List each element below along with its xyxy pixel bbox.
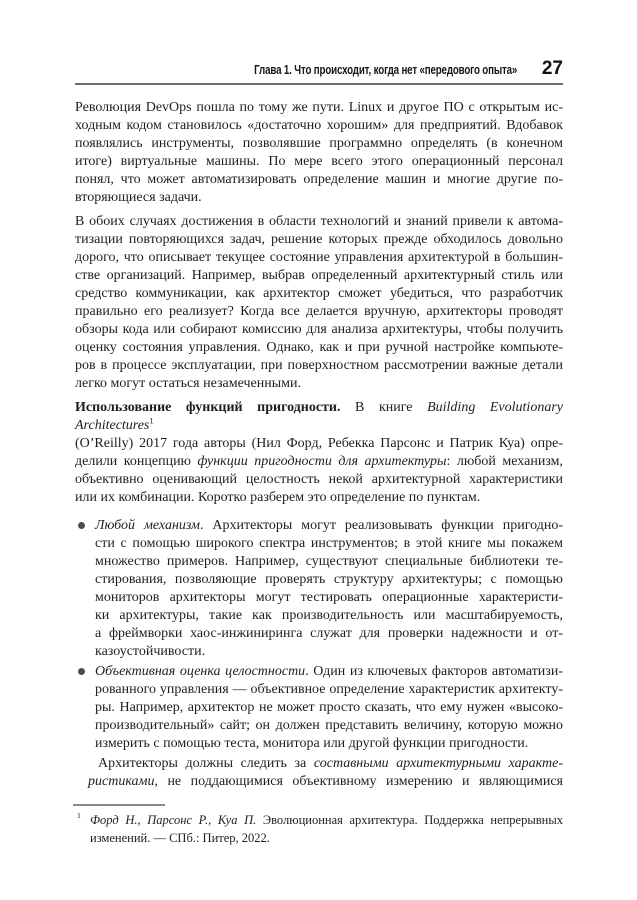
text-line: мониторов архитекторы могут тестировать операционные характеристи- (95, 590, 563, 605)
text-line: ров в процессе эксплуатации, при поверхностном рассмотрении важные детали (75, 358, 563, 373)
bullet-text (95, 663, 563, 753)
text-line: стирования, позволяющие проверять структуру архитектуры; с помощью (95, 572, 563, 587)
text-line: ры. Например, архитектор не может просто сказать, что ему нужен «высоко- (95, 700, 563, 715)
text-line: а фреймворки хаос-инжиниринга служат для проверки надежности и от- (95, 626, 563, 641)
text-line: Архитекторы должны следить за составными архитектурными характе- (98, 756, 563, 771)
continuation-paragraph (75, 755, 563, 791)
text-line: Использование функций пригодности. В книге Building Evolutionary Architectures$^1$ (75, 400, 563, 433)
text-line: объективно оценивающий целостность некой архитектурной характеристики (75, 472, 563, 487)
text-line: измерить с помощью теста, монитора или другой функции пригодности. (95, 736, 529, 751)
text-line: вторяющиеся задачи. (75, 190, 202, 205)
text-line: В обоих случаях достижения в области технологий и знаний привели к автома- (75, 214, 563, 229)
text-line: правильно его реализует? Когда все делается вручную, архитекторы проводят (75, 304, 563, 319)
text-column (75, 0, 563, 847)
text-line: Любой механизм. Архитекторы могут реализовывать функции пригодно- (95, 518, 563, 533)
text-line: Форд Н., Парсонс Р., Куа П. Эволюционная архитектура. Поддержка непрерывных (90, 813, 563, 827)
bullet-text (95, 517, 563, 661)
text-line: изменений. — СПб.: Питер, 2022. (90, 831, 270, 845)
bullet-item (75, 517, 563, 661)
page-number: 27 (541, 58, 563, 79)
footnote-separator (73, 804, 165, 806)
paragraph (75, 213, 563, 393)
chapter-title: Глава 1. Что происходит, когда нет «передового опыта» (253, 63, 517, 77)
text-line: Объективная оценка целостности. Один из ключевых факторов автоматизи- (95, 664, 563, 679)
text-line: средство коммуникации, как архитектор сможет убедиться, что разработчик (75, 286, 563, 301)
paragraph (75, 99, 563, 207)
text-line: ки архитектуры, такие как производительность или масштабируемость, (95, 608, 563, 623)
text-line: или их комбинации. Коротко разберем это определение по пунктам. (75, 490, 481, 505)
text-line: обзоры кода или собирают комиссию для анализа архитектуры, чтобы получить (75, 322, 563, 337)
text-line: делили концепцию функции пригодности для архитектуры: любой механизм, (75, 454, 564, 469)
bullet-item (75, 663, 563, 753)
content (75, 99, 563, 791)
running-header (75, 0, 563, 80)
text-line: итоге) виртуальные машины. По мере всего этого операционный персонал (75, 154, 563, 169)
text-line: ходным кодом становилось «достаточно хорошим» для предприятий. Вдобавок (75, 118, 563, 133)
footnote (75, 804, 563, 847)
text-line: легко могут остаться незамеченными. (75, 376, 301, 391)
text-line: (O’Reilly) 2017 года авторы (Нил Форд, Ребекка Парсонс и Патрик Куа) опре- (75, 436, 563, 451)
footnote-lines (90, 811, 563, 847)
bullet-icon (78, 668, 85, 675)
text-line: Революция DevOps пошла по тому же пути. Linux и другое ПО с открытым ис- (75, 100, 563, 115)
paragraph (75, 399, 563, 507)
text-line: множество примеров. Например, существуют специальные библиотеки те- (95, 554, 563, 569)
text-line: сти с помощью широкого спектра инструментов; в этой книге мы покажем (95, 536, 563, 551)
bullet-icon (78, 522, 85, 529)
text-line: тизации повторяющихся задач, решение которых прежде обходилось довольно (75, 232, 563, 247)
text-line: стве организаций. Например, выбрав определенный архитектурный стиль или (75, 268, 563, 283)
footnote-body: 1 Форд Н., Парсонс Р., Куа П. Эволюционная архитектура. Поддержка непрерывных изменений. — СПб.: Питер, 2022. (77, 811, 563, 845)
text-line: оценку состояния управления. Однако, как и при ручной настройке компьюте- (75, 340, 563, 355)
text-line: производительный» сайт; он должен представить величину, которую можно (95, 718, 563, 733)
text-line: дорого, что описывает текущее состояние управления архитектурой в большин- (75, 250, 563, 265)
header-rule (75, 83, 563, 85)
text-line: понял, что может автоматизировать определение машин и многие другие по- (75, 172, 563, 187)
text-line: казоустойчивости. (95, 644, 206, 659)
text-line: ристиками, не поддающимися объективному измерению и являющимися (88, 774, 563, 789)
text-line: рованного управления — объективное определение характеристик архитекту- (95, 682, 563, 697)
text-line: появлялись инструменты, позволявшие программно определять (в конечном (75, 136, 563, 151)
